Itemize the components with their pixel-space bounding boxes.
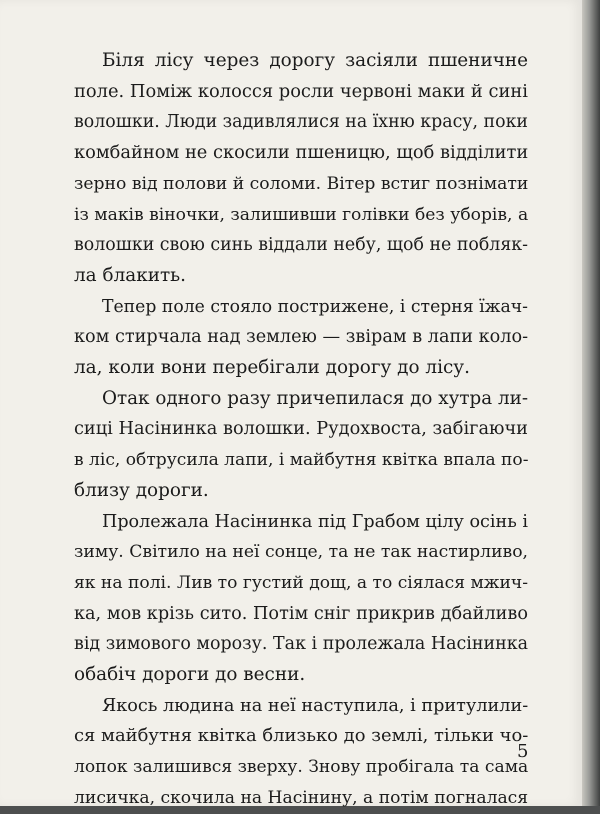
text-line: ла, коли вони перебігали дорогу до лісу. xyxy=(74,357,470,379)
text-line: із маків віночки, залишивши голівки без уборів, а xyxy=(74,204,529,225)
text-line: лопок залишився зверху. Знову пробігала та сама xyxy=(74,757,529,778)
text-line: від зимового морозу. Так і пролежала Насінинка xyxy=(74,634,528,655)
text-line: волошки свою синь віддали небу, щоб не побляк- xyxy=(74,235,528,256)
text-line: обабіч дороги до весни. xyxy=(74,664,306,686)
text-line: зиму. Світило на неї сонце, та не так настирливо, xyxy=(74,542,529,563)
text-line: ка, мов крізь сито. Потім сніг прикрив дбайливо xyxy=(74,603,528,624)
text-line: ком стирчала над землею — звірам в лапи коло- xyxy=(74,327,529,348)
text-line: Отак одного разу причепилася до хутра ли- xyxy=(102,387,528,409)
text-line: Якось людина на неї наступила, і притулили- xyxy=(102,695,529,716)
text-line: поле. Поміж колосся росли червоні маки й сині xyxy=(74,80,528,102)
text-line: зерно від полови й соломи. Вітер встиг познімати xyxy=(74,173,529,194)
text-line: комбайном не скосили пшеницю, щоб відділити xyxy=(74,142,529,164)
text-line: в ліс, обтрусила лапи, і майбутня квітка впала по- xyxy=(74,450,529,471)
text-line: сиці Насінинка волошки. Рудохвоста, забігаючи xyxy=(74,419,528,440)
text-line: ла блакить. xyxy=(74,264,186,286)
text-line: Тепер поле стояло пострижене, і стерня їжач- xyxy=(102,296,528,317)
text-line: Пролежала Насінинка під Грабом цілу осінь і xyxy=(102,511,528,532)
page-number: 5 xyxy=(517,741,529,762)
body-text xyxy=(74,46,528,814)
text-line: лисичка, скочила на Насінину, а потім погналася xyxy=(74,787,529,808)
text-line: волошки. Люди задивлялися на їхню красу, поки xyxy=(74,112,528,133)
text-line: Біля лісу через дорогу засіяли пшеничне xyxy=(102,50,528,71)
text-line: близу дороги. xyxy=(74,479,209,501)
page-edge xyxy=(582,0,600,806)
text-line: як на полі. Лив то густий дощ, а то сіялася мжич- xyxy=(74,572,528,593)
text-line: ся майбутня квітка близько до землі, тільки чо- xyxy=(74,725,529,747)
